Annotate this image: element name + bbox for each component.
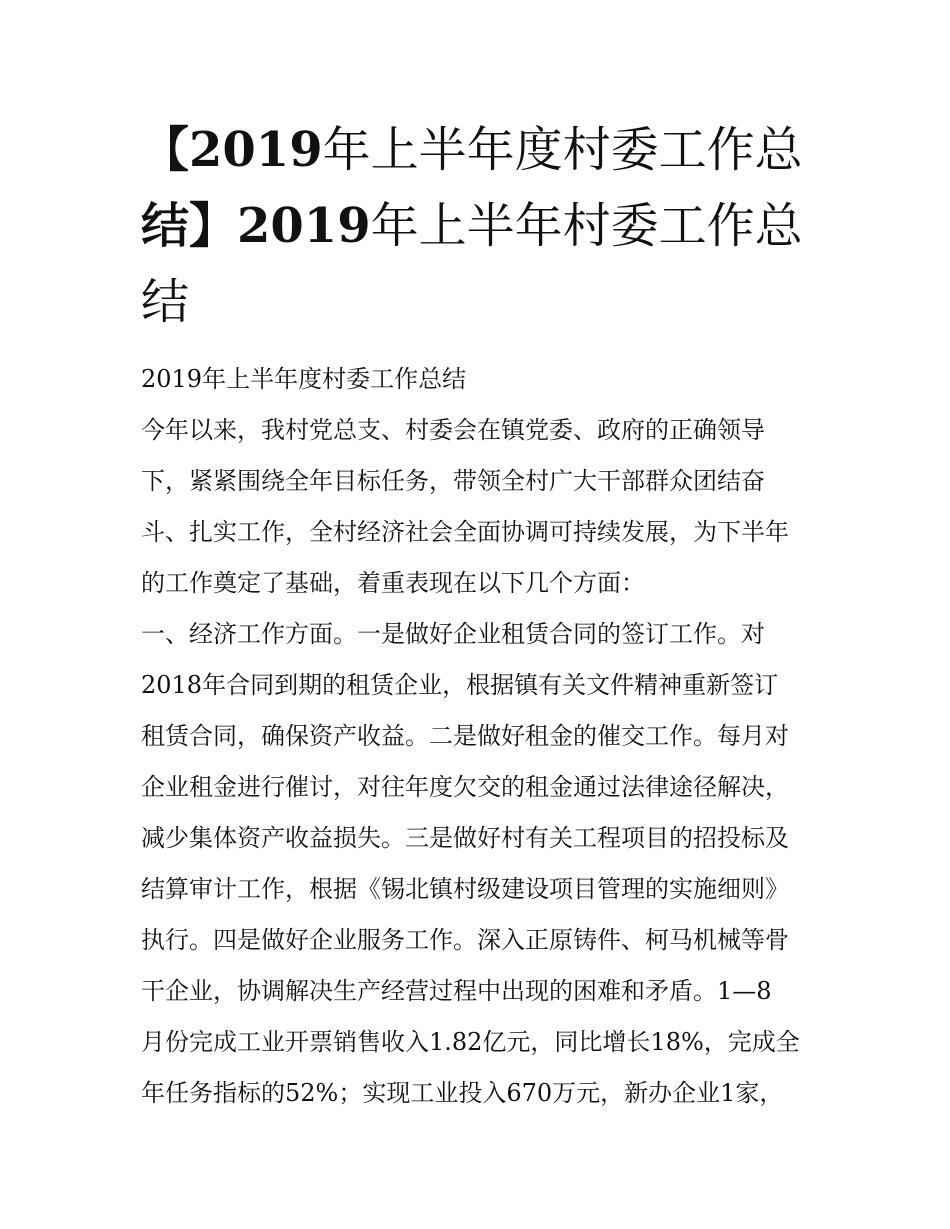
title-bold-part: 结】2019 — [141, 198, 371, 254]
title-line — [141, 264, 821, 340]
body-line: 的工作奠定了基础，着重表现在以下几个方面： — [141, 569, 645, 597]
subtitle-line: 2019年上半年度村委工作总结 — [141, 365, 467, 393]
title-bold-part: 【2019 — [141, 122, 323, 178]
body-line: 斗、扎实工作，全村经济社会全面协调可持续发展，为下半年 — [141, 518, 789, 546]
body-line: 2018年合同到期的租赁企业，根据镇有关文件精神重新签订 — [141, 671, 779, 699]
body-line: 企业租金进行催讨，对往年度欠交的租金通过法律途径解决， — [141, 773, 789, 801]
document-body — [141, 357, 821, 1122]
body-line: 结算审计工作，根据《锡北镇村级建设项目管理的实施细则》 — [141, 875, 789, 903]
title-line — [141, 112, 821, 188]
body-line: 干企业，协调解决生产经营过程中出现的困难和矛盾。1—8 — [141, 977, 772, 1005]
title-line — [141, 188, 821, 264]
body-line: 一、经济工作方面。一是做好企业租赁合同的签订工作。对 — [141, 620, 765, 648]
title-text-part: 年上半年度村委工作总 — [322, 122, 803, 178]
body-line: 执行。四是做好企业服务工作。深入正原铸件、柯马机械等骨 — [141, 926, 789, 954]
body-line: 月份完成工业开票销售收入1.82亿元，同比增长18%，完成全 — [141, 1028, 800, 1056]
body-line: 今年以来，我村党总支、村委会在镇党委、政府的正确领导 — [141, 416, 765, 444]
body-line: 下，紧紧围绕全年目标任务，带领全村广大干部群众团结奋 — [141, 467, 765, 495]
body-line: 租赁合同，确保资产收益。二是做好租金的催交工作。每月对 — [141, 722, 789, 750]
title-text-part: 结 — [141, 274, 190, 330]
body-line: 年任务指标的52%；实现工业投入670万元，新办企业1家， — [141, 1079, 784, 1107]
title-text-part: 年上半年村委工作总 — [370, 198, 803, 254]
body-line: 减少集体资产收益损失。三是做好村有关工程项目的招投标及 — [141, 824, 789, 852]
document-title — [141, 112, 821, 340]
